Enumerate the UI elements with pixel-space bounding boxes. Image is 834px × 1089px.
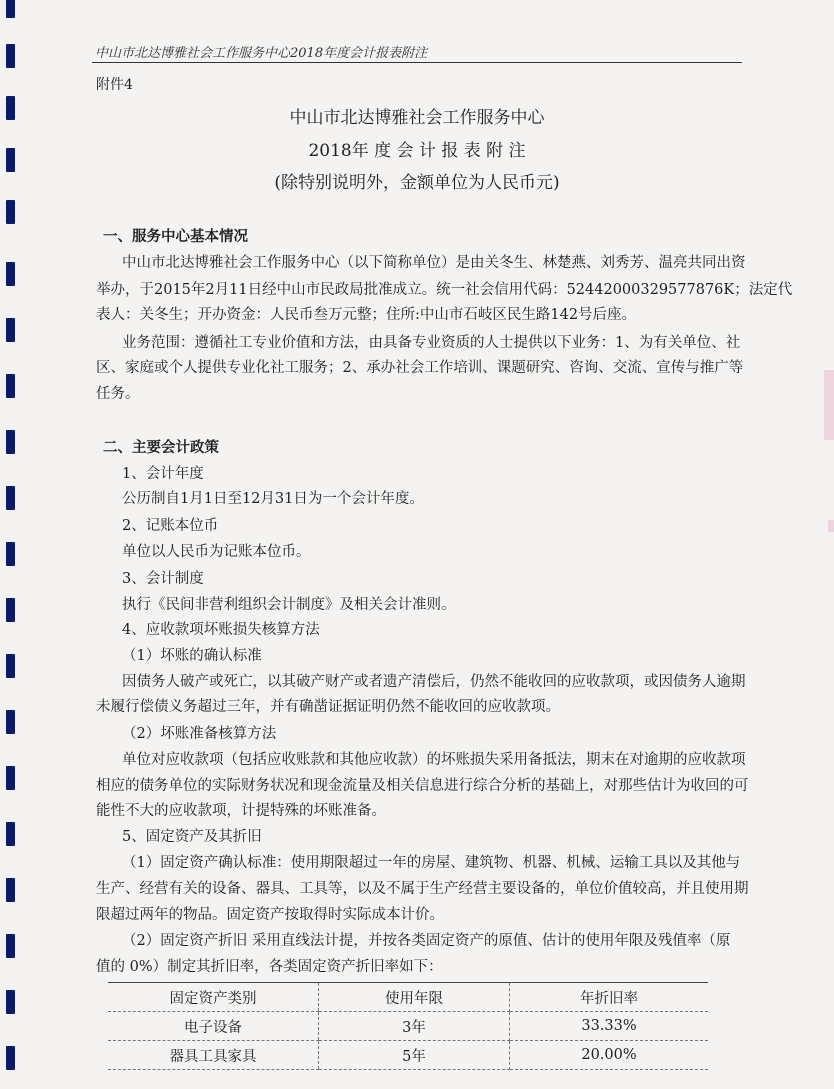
title-note: (除特别说明外，金额单位为人民币元): [274, 173, 560, 193]
table-cell: 电子设备: [108, 1012, 319, 1041]
subheading: 3、会计制度: [122, 571, 204, 587]
section-heading: 一、服务中心基本情况: [103, 228, 248, 245]
paragraph-line: 值的 0%）制定其折旧率，各类固定资产折旧率如下：: [96, 959, 443, 975]
paragraph-line: 未履行偿债义务超过三年，并有确凿证据证明仍然不能收回的应收款项。: [96, 699, 560, 715]
paragraph-line: 执行《民间非营利组织会计制度》及相关会计准则。: [122, 597, 456, 613]
table-cell: 20.00%: [510, 1041, 709, 1070]
subheading: （2）坏账准备核算方法: [122, 726, 277, 742]
paragraph-line: （2）固定资产折旧 采用直线法计提，并按各类固定资产的原值、估计的使用年限及残值率（原: [122, 933, 731, 949]
table-cell: 33.33%: [510, 1012, 709, 1041]
paragraph-line: 限超过两年的物品。固定资产按取得时实际成本计价。: [96, 907, 444, 923]
table-cell: 器具工具家具: [108, 1041, 319, 1070]
subheading: 2、记账本位币: [122, 518, 219, 534]
subheading: 4、应收款项坏账损失核算方法: [122, 622, 320, 638]
paragraph-line: 任务。: [96, 386, 140, 402]
paragraph-line: 公历制自1月1日至12月31日为一个会计年度。: [122, 491, 424, 507]
table-cell: 5年: [319, 1041, 510, 1070]
paragraph-line: 区、家庭或个人提供专业化社工服务；2、承办社会工作培训、课题研究、咨询、交流、宣传与推广等: [96, 360, 744, 376]
table-row: [108, 1012, 708, 1041]
header-rule: [92, 62, 742, 63]
table-header-row: [108, 983, 708, 1012]
paragraph-line: 相应的债务单位的实际财务状况和现金流量及相关信息进行综合分析的基础上，对那些估计为收回的可: [96, 778, 749, 794]
paragraph-line: 单位以人民币为记账本位币。: [122, 544, 311, 560]
column-header: 使用年限: [319, 983, 510, 1012]
paragraph-line: 中山市北达博雅社会工作服务中心（以下简称单位）是由关冬生、林楚燕、刘秀芳、温亮共同出资: [122, 255, 746, 271]
paragraph-line: 因债务人破产或死亡，以其破产财产或者遗产清偿后，仍然不能收回的应收款项，或因债务人逾期: [122, 674, 746, 690]
subheading: 5、固定资产及其折旧: [122, 829, 262, 845]
binding-holes: [0, 0, 22, 1089]
title-report: 2018年 度 会 计 报 表 附 注: [308, 141, 526, 161]
page-stain: [824, 370, 834, 440]
paragraph-line: （1）固定资产确认标准：使用期限超过一年的房屋、建筑物、机器、机械、运输工具以及其他与: [122, 855, 741, 871]
table-row: [108, 1041, 708, 1070]
paragraph-line: 业务范围：遵循社工专业价值和方法，由具备专业资质的人士提供以下业务：1、为有关单位、社: [122, 335, 741, 351]
paragraph-line: 能性不大的应收款项，计提特殊的坏账准备。: [96, 803, 386, 819]
column-header: 年折旧率: [510, 983, 709, 1012]
paragraph-line: 举办，于2015年2月11日经中山市民政局批准成立。统一社会信用代码：52442000329577876K；法定代: [96, 282, 793, 298]
subheading: （1）坏账的确认标准: [122, 648, 262, 664]
paragraph-line: 生产、经营有关的设备、器具、工具等，以及不属于生产经营主要设备的，单位价值较高，并且使用期: [96, 881, 749, 897]
attachment-label: 附件4: [96, 77, 133, 93]
paragraph-line: 表人：关冬生；开办资金：人民币叁万元整；住所:中山市石岐区民生路142号后座。: [96, 307, 637, 323]
title-org: 中山市北达博雅社会工作服务中心: [289, 108, 545, 128]
paragraph-line: 单位对应收款项（包括应收账款和其他应收款）的坏账损失采用备抵法，期末在对逾期的应收款项: [122, 752, 746, 768]
subheading: 1、会计年度: [122, 466, 204, 482]
depreciation-table: [108, 982, 708, 1070]
page-stain: [828, 520, 834, 532]
table-cell: 3年: [319, 1012, 510, 1041]
column-header: 固定资产类别: [108, 983, 319, 1012]
running-header: 中山市北达博雅社会工作服务中心2018年度会计报表附注: [95, 46, 428, 61]
section-heading: 二、主要会计政策: [103, 439, 219, 456]
